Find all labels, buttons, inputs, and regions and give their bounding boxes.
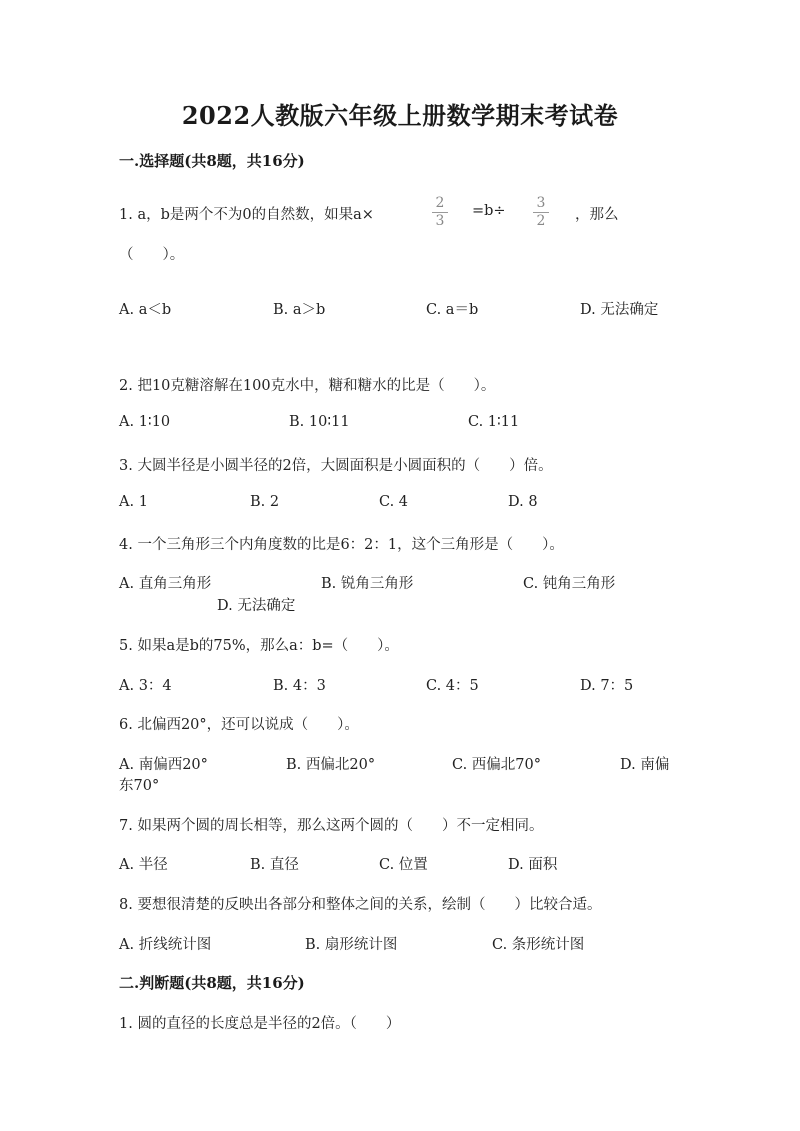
question-1-line2: （ ）。 (119, 247, 185, 263)
q5-option-c: C. 4：5 (426, 678, 479, 694)
question-1-part3: ，那么 (575, 207, 619, 223)
q8-option-a: A. 折线统计图 (119, 937, 212, 953)
q1-option-b: B. a＞b (273, 302, 326, 318)
q7-option-b: B. 直径 (250, 857, 299, 873)
q3-option-c: C. 4 (379, 494, 409, 510)
fraction-two-thirds (432, 196, 448, 229)
question-1-part2: =b÷ (472, 203, 506, 219)
q3-option-a: A. 1 (119, 494, 148, 510)
q8-option-c: C. 条形统计图 (492, 937, 585, 953)
q7-option-a: A. 半径 (119, 857, 168, 873)
q6-option-d: D. 南偏 (620, 757, 670, 773)
q2-option-c: C. 1∶11 (468, 414, 520, 430)
fraction-numerator: 3 (536, 195, 546, 211)
fraction-denominator: 3 (435, 213, 445, 229)
q2-option-b: B. 10∶11 (289, 414, 350, 430)
section-heading-judgement: 二.判断题(共8题，共16分) (119, 974, 305, 992)
question-8: 8. 要想很清楚的反映出各部分和整体之间的关系，绘制（ ）比较合适。 (119, 897, 602, 913)
q4-option-c: C. 钝角三角形 (523, 576, 616, 592)
q6-option-c: C. 西偏北70° (452, 757, 541, 773)
q3-option-d: D. 8 (508, 494, 538, 510)
q5-option-a: A. 3：4 (119, 678, 172, 694)
question-4: 4. 一个三角形三个内角度数的比是6：2：1，这个三角形是（ ）。 (119, 537, 564, 553)
q8-option-b: B. 扇形统计图 (305, 937, 398, 953)
q1-option-a: A. a＜b (119, 302, 172, 318)
question-2: 2. 把10克糖溶解在100克水中，糖和糖水的比是（ ）。 (119, 378, 496, 394)
q1-option-c: C. a＝b (426, 302, 479, 318)
section-heading-choice: 一.选择题(共8题，共16分) (119, 152, 305, 170)
q4-option-d: D. 无法确定 (217, 598, 296, 614)
page-title: 2022人教版六年级上册数学期末考试卷 (181, 101, 619, 130)
q7-option-d: D. 面积 (508, 857, 558, 873)
q4-option-a: A. 直角三角形 (119, 576, 212, 592)
question-3: 3. 大圆半径是小圆半径的2倍，大圆面积是小圆面积的（ ）倍。 (119, 458, 553, 474)
q7-option-c: C. 位置 (379, 857, 428, 873)
fraction-three-halves (533, 196, 549, 229)
fraction-numerator: 2 (435, 195, 445, 211)
q4-option-b: B. 锐角三角形 (321, 576, 414, 592)
q3-option-b: B. 2 (250, 494, 280, 510)
question-7: 7. 如果两个圆的周长相等，那么这两个圆的（ ）不一定相同。 (119, 818, 544, 834)
q6-option-d-continued: 东70° (119, 778, 160, 794)
q5-option-d: D. 7：5 (580, 678, 634, 694)
q6-option-b: B. 西偏北20° (286, 757, 376, 773)
q5-option-b: B. 4：3 (273, 678, 326, 694)
q1-option-d: D. 无法确定 (580, 302, 659, 318)
question-1-part1: 1. a，b是两个不为0的自然数，如果a× (119, 207, 374, 223)
question-5: 5. 如果a是b的75%，那么a：b=（ ）。 (119, 638, 399, 654)
question-6: 6. 北偏西20°，还可以说成（ ）。 (119, 717, 359, 733)
q6-option-a: A. 南偏西20° (119, 757, 208, 773)
fraction-denominator: 2 (536, 213, 546, 229)
q2-option-a: A. 1∶10 (119, 414, 171, 430)
judgement-question-1: 1. 圆的直径的长度总是半径的2倍。（ ） (119, 1016, 401, 1032)
